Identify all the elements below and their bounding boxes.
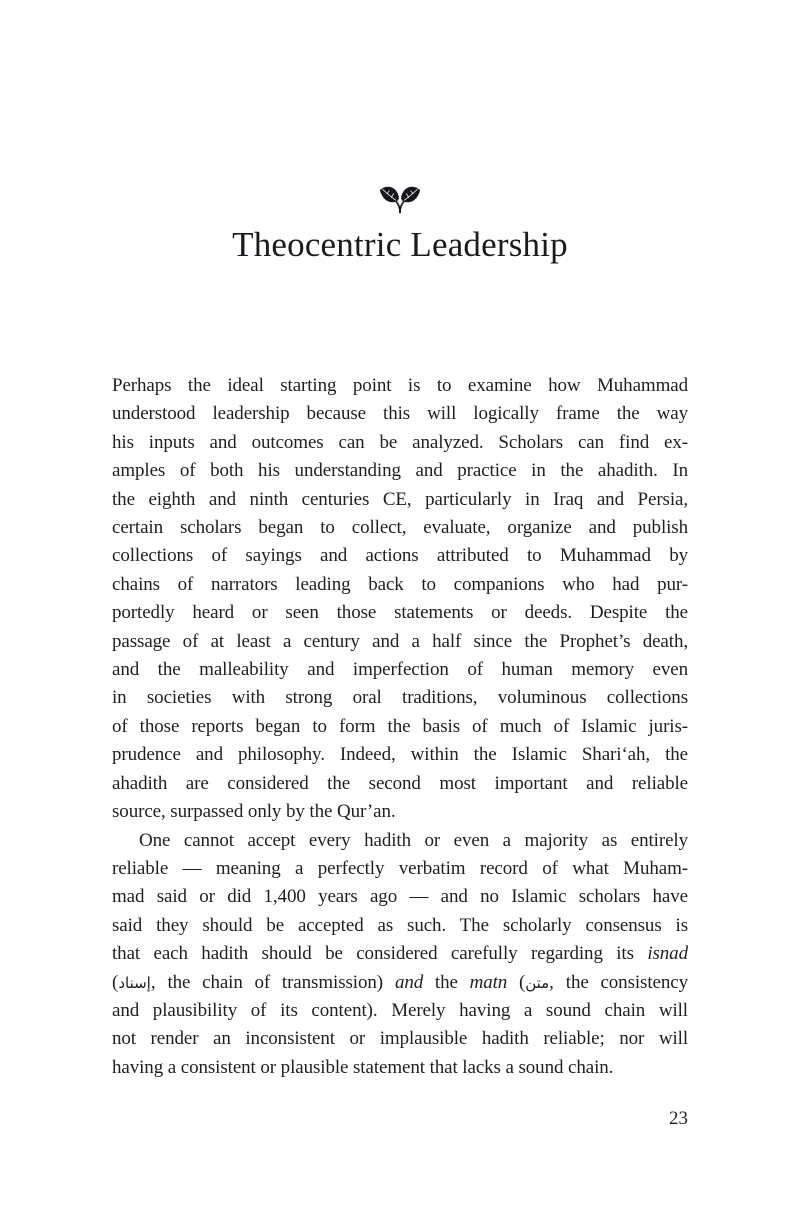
text-segment: ( xyxy=(112,971,119,993)
text-line xyxy=(112,429,688,457)
text-line xyxy=(112,628,688,656)
text-line xyxy=(112,599,688,627)
italic-term: and xyxy=(394,971,424,993)
text-segment: ahadith are considered the second most important and reliable xyxy=(112,772,688,794)
text-segment: the eighth and ninth centuries CE, particularly in Iraq and Persia, xyxy=(112,488,688,510)
text-segment: his inputs and outcomes can be analyzed. Scholars can find ex- xyxy=(112,431,688,453)
text-line xyxy=(112,486,688,514)
chapter-title: Theocentric Leadership xyxy=(232,225,568,264)
text-line xyxy=(112,798,688,826)
text-line xyxy=(112,997,688,1025)
text-line xyxy=(112,912,688,940)
italic-term: isnad xyxy=(647,943,688,965)
text-segment: mad said or did 1,400 years ago — and no Islamic scholars have xyxy=(112,886,688,908)
two-leaf-sprig-icon xyxy=(377,182,423,219)
text-segment: not render an inconsistent or implausible hadith reliable; nor will xyxy=(112,1028,688,1050)
arabic-term: إسناد xyxy=(118,973,151,992)
text-line xyxy=(112,656,688,684)
text-segment: portedly heard or seen those statements or deeds. Despite the xyxy=(112,602,688,624)
text-segment: of those reports began to form the basis of much of Islamic juris- xyxy=(112,715,688,737)
text-line xyxy=(112,940,688,968)
text-line xyxy=(112,969,688,997)
text-line xyxy=(112,1025,688,1053)
text-segment: reliable — meaning a perfectly verbatim record of what Muham- xyxy=(112,857,688,879)
text-line xyxy=(112,514,688,542)
text-segment: ( xyxy=(507,971,526,993)
page-number: 23 xyxy=(669,1108,688,1129)
text-line xyxy=(112,571,688,599)
text-segment: understood leadership because this will logically frame the way xyxy=(112,403,688,425)
text-line xyxy=(112,770,688,798)
text-segment: , the chain of transmission) xyxy=(150,971,395,993)
text-segment: and plausibility of its content). Merely having a sound chain will xyxy=(112,999,688,1021)
text-line xyxy=(112,400,688,428)
paragraph xyxy=(112,827,688,1083)
text-line xyxy=(112,741,688,769)
text-line xyxy=(112,457,688,485)
arabic-term: متن xyxy=(525,973,550,992)
text-line xyxy=(112,372,688,400)
text-line xyxy=(112,684,688,712)
text-segment: the xyxy=(423,971,470,993)
italic-term: matn xyxy=(469,971,508,993)
text-line xyxy=(112,855,688,883)
text-segment: Perhaps the ideal starting point is to examine how Muhammad xyxy=(112,375,688,396)
text-segment: in societies with strong oral traditions, voluminous collections xyxy=(112,687,688,709)
body-text xyxy=(112,372,688,1082)
text-segment: One cannot accept every hadith or even a majority as entirely xyxy=(139,829,688,851)
text-segment: , the consistency xyxy=(549,971,688,993)
text-line xyxy=(112,827,688,855)
text-line xyxy=(112,542,688,570)
paragraph xyxy=(112,372,688,827)
text-segment: prudence and philosophy. Indeed, within the Islamic Shari‘ah, the xyxy=(112,744,688,766)
text-segment: said they should be accepted as such. The scholarly consensus is xyxy=(112,914,688,936)
text-segment: having a consistent or plausible statement that lacks a sound chain. xyxy=(112,1056,614,1078)
text-segment: chains of narrators leading back to companions who had pur- xyxy=(112,573,688,595)
text-segment: source, surpassed only by the Qur’an. xyxy=(112,801,396,823)
text-line xyxy=(112,713,688,741)
text-line xyxy=(112,883,688,911)
text-segment: passage of at least a century and a half since the Prophet’s death, xyxy=(112,630,688,652)
text-line xyxy=(112,1054,688,1082)
text-segment: certain scholars began to collect, evaluate, organize and publish xyxy=(112,517,688,539)
text-segment: that each hadith should be considered carefully regarding its xyxy=(112,943,648,965)
text-segment: amples of both his understanding and practice in the ahadith. In xyxy=(112,460,688,482)
text-segment: and the malleability and imperfection of human memory even xyxy=(112,659,688,681)
chapter-ornament xyxy=(0,182,800,219)
text-segment: collections of sayings and actions attributed to Muhammad by xyxy=(112,545,688,567)
